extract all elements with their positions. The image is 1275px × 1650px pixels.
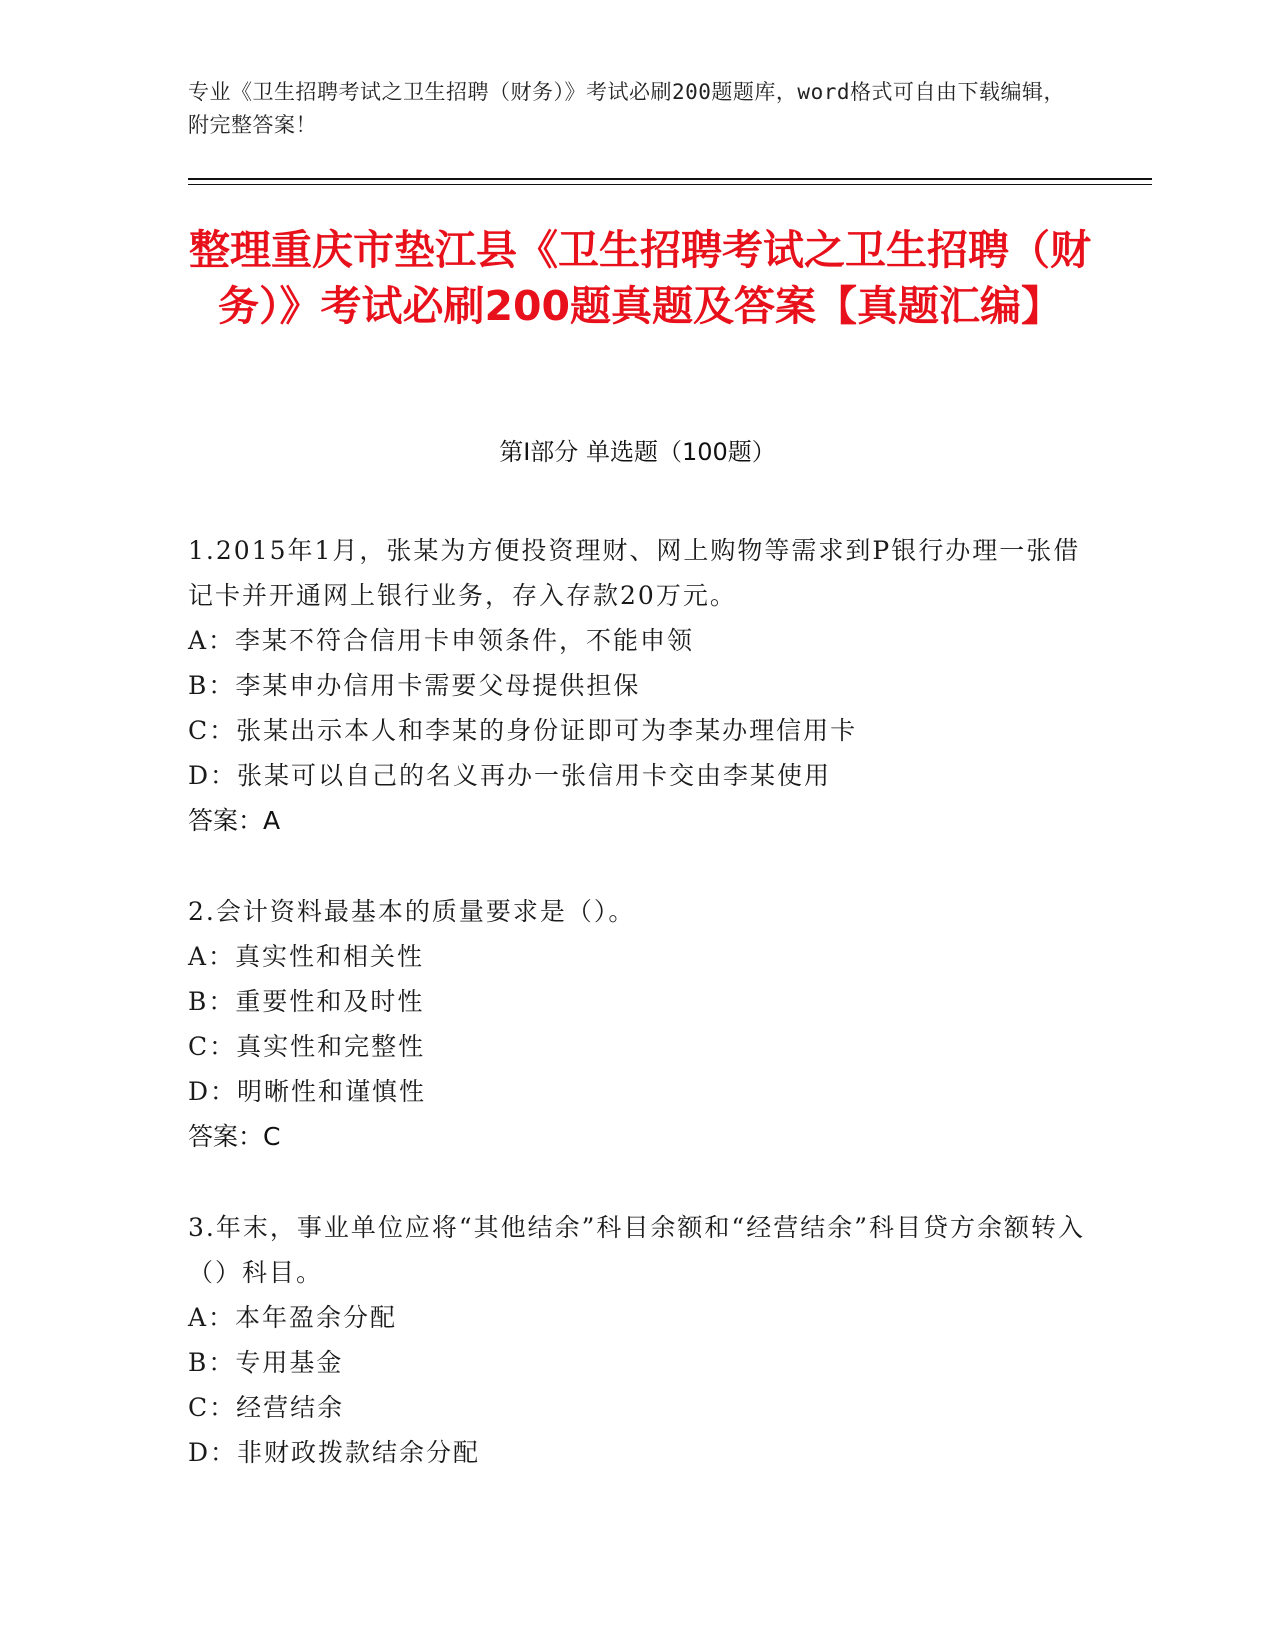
question-2 bbox=[188, 889, 1088, 1159]
option-a: A：本年盈余分配 bbox=[188, 1303, 398, 1332]
document-title: 整理重庆市垫江县《卫生招聘考试之卫生招聘（财务）》考试必刷200题真题及答案【真题汇编】 bbox=[189, 226, 1091, 330]
header-rule-thin bbox=[188, 184, 1152, 185]
option-c: C：真实性和完整性 bbox=[188, 1032, 426, 1061]
section-title: 第I部分 单选题（100题） bbox=[499, 438, 776, 466]
option-d: D：明晰性和谨慎性 bbox=[188, 1077, 427, 1106]
question-stem: 3.年末，事业单位应将“其他结余”科目余额和“经营结余”科目贷方余额转入（）科目。 bbox=[188, 1213, 1085, 1287]
option-a: A：真实性和相关性 bbox=[188, 942, 425, 971]
option-c: C：张某出示本人和李某的身份证即可为李某办理信用卡 bbox=[188, 716, 858, 745]
option-c: C：经营结余 bbox=[188, 1393, 345, 1422]
option-a: A：李某不符合信用卡申领条件，不能申领 bbox=[188, 626, 695, 655]
question-stem: 1.2015年1月，张某为方便投资理财、网上购物等需求到P银行办理一张借记卡并开通网上银行业务，存入存款20万元。 bbox=[188, 536, 1081, 610]
option-b: B：重要性和及时性 bbox=[188, 987, 425, 1016]
option-b: B：李某申办信用卡需要父母提供担保 bbox=[188, 671, 641, 700]
question-stem: 2.会计资料最基本的质量要求是（）。 bbox=[188, 897, 636, 926]
option-d: D：非财政拨款结余分配 bbox=[188, 1438, 481, 1467]
question-3 bbox=[188, 1205, 1088, 1475]
option-b: B：专用基金 bbox=[188, 1348, 344, 1377]
header-note: 专业《卫生招聘考试之卫生招聘（财务）》考试必刷200题题库，word格式可自由下载编辑，附完整答案！ bbox=[188, 80, 1065, 137]
option-d: D：张某可以自己的名义再办一张信用卡交由李某使用 bbox=[188, 761, 832, 790]
question-list bbox=[188, 528, 1088, 1521]
question-1 bbox=[188, 528, 1088, 843]
answer: 答案：C bbox=[188, 1122, 281, 1151]
header-rule-thick bbox=[188, 178, 1152, 180]
answer: 答案：A bbox=[188, 806, 281, 835]
